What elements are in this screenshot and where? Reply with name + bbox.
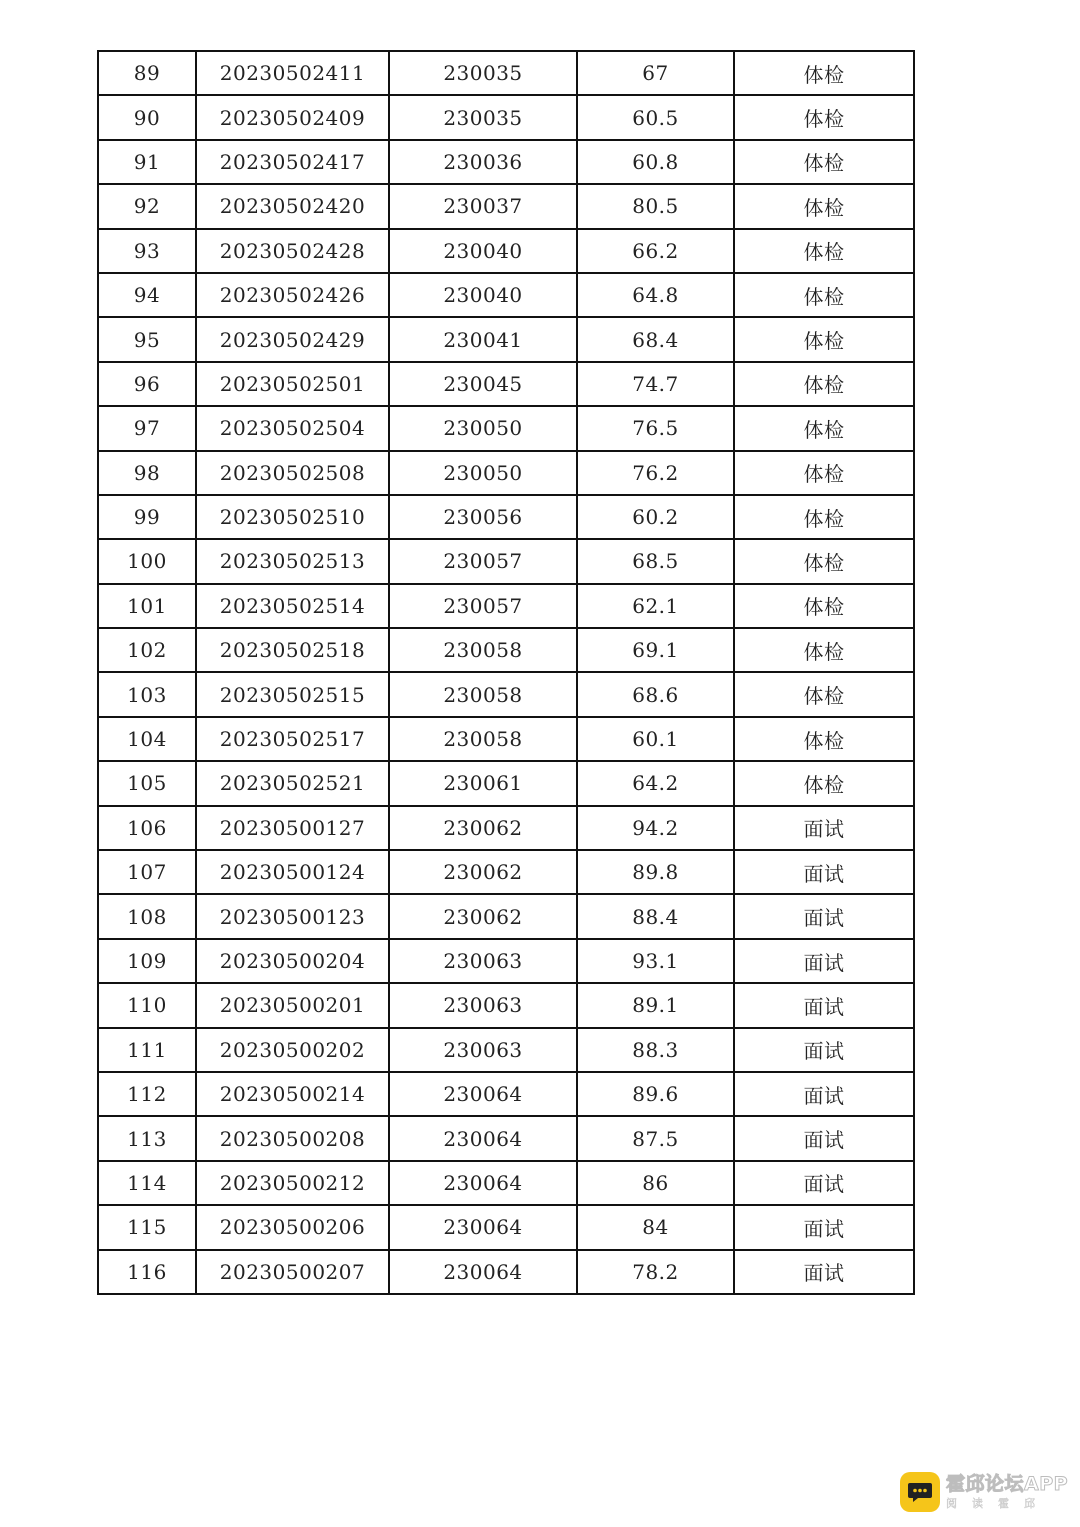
cell-position-code: 230064 — [389, 1161, 577, 1205]
cell-score: 67 — [577, 51, 734, 95]
cell-status: 面试 — [734, 1161, 914, 1205]
table-row — [98, 584, 914, 628]
cell-score: 66.2 — [577, 229, 734, 273]
cell-position-code: 230063 — [389, 1028, 577, 1072]
cell-position-code: 230061 — [389, 761, 577, 805]
cell-exam-id: 20230502518 — [196, 628, 389, 672]
table-row — [98, 140, 914, 184]
cell-exam-id: 20230500201 — [196, 983, 389, 1027]
cell-score: 78.2 — [577, 1250, 734, 1294]
cell-status: 体检 — [734, 584, 914, 628]
table-row — [98, 495, 914, 539]
table-row — [98, 1072, 914, 1116]
cell-position-code: 230064 — [389, 1205, 577, 1249]
chat-bubble-icon — [900, 1472, 940, 1512]
cell-status: 体检 — [734, 761, 914, 805]
cell-seq: 112 — [98, 1072, 196, 1116]
table-row — [98, 850, 914, 894]
table-row — [98, 983, 914, 1027]
cell-seq: 104 — [98, 717, 196, 761]
cell-position-code: 230063 — [389, 983, 577, 1027]
cell-exam-id: 20230502513 — [196, 539, 389, 583]
cell-status: 面试 — [734, 1028, 914, 1072]
cell-score: 94.2 — [577, 806, 734, 850]
cell-score: 60.2 — [577, 495, 734, 539]
cell-seq: 103 — [98, 672, 196, 716]
cell-seq: 98 — [98, 451, 196, 495]
cell-exam-id: 20230500208 — [196, 1116, 389, 1160]
cell-status: 体检 — [734, 229, 914, 273]
table-row — [98, 939, 914, 983]
cell-status: 面试 — [734, 1250, 914, 1294]
cell-position-code: 230056 — [389, 495, 577, 539]
cell-score: 93.1 — [577, 939, 734, 983]
cell-seq: 113 — [98, 1116, 196, 1160]
cell-exam-id: 20230500202 — [196, 1028, 389, 1072]
cell-seq: 92 — [98, 184, 196, 228]
cell-seq: 109 — [98, 939, 196, 983]
cell-exam-id: 20230502504 — [196, 406, 389, 450]
cell-score: 62.1 — [577, 584, 734, 628]
watermark-name: 霍邱论坛APP — [946, 1473, 1069, 1495]
cell-seq: 97 — [98, 406, 196, 450]
cell-score: 76.2 — [577, 451, 734, 495]
cell-seq: 105 — [98, 761, 196, 805]
cell-position-code: 230057 — [389, 539, 577, 583]
table-row — [98, 406, 914, 450]
cell-score: 60.5 — [577, 95, 734, 139]
cell-seq: 110 — [98, 983, 196, 1027]
cell-status: 体检 — [734, 273, 914, 317]
cell-position-code: 230050 — [389, 406, 577, 450]
table-row — [98, 362, 914, 406]
table-row — [98, 1250, 914, 1294]
cell-exam-id: 20230502426 — [196, 273, 389, 317]
table-row — [98, 806, 914, 850]
cell-seq: 111 — [98, 1028, 196, 1072]
table-row — [98, 1205, 914, 1249]
cell-status: 体检 — [734, 51, 914, 95]
cell-position-code: 230058 — [389, 717, 577, 761]
cell-position-code: 230064 — [389, 1072, 577, 1116]
cell-score: 88.4 — [577, 894, 734, 938]
cell-score: 68.4 — [577, 317, 734, 361]
cell-score: 86 — [577, 1161, 734, 1205]
cell-position-code: 230058 — [389, 628, 577, 672]
cell-exam-id: 20230502411 — [196, 51, 389, 95]
cell-seq: 115 — [98, 1205, 196, 1249]
cell-position-code: 230063 — [389, 939, 577, 983]
cell-score: 68.6 — [577, 672, 734, 716]
table-row — [98, 317, 914, 361]
table-row — [98, 451, 914, 495]
cell-score: 87.5 — [577, 1116, 734, 1160]
cell-position-code: 230064 — [389, 1116, 577, 1160]
cell-status: 面试 — [734, 1116, 914, 1160]
cell-score: 89.1 — [577, 983, 734, 1027]
table-row — [98, 1161, 914, 1205]
table-row — [98, 51, 914, 95]
results-table — [97, 50, 915, 1295]
cell-exam-id: 20230502510 — [196, 495, 389, 539]
cell-score: 84 — [577, 1205, 734, 1249]
table-row — [98, 184, 914, 228]
cell-position-code: 230041 — [389, 317, 577, 361]
watermark-subtitle: 阅读霍邱 — [946, 1497, 1050, 1510]
cell-position-code: 230064 — [389, 1250, 577, 1294]
cell-position-code: 230045 — [389, 362, 577, 406]
cell-score: 60.1 — [577, 717, 734, 761]
cell-exam-id: 20230500207 — [196, 1250, 389, 1294]
cell-status: 面试 — [734, 983, 914, 1027]
cell-exam-id: 20230502521 — [196, 761, 389, 805]
cell-position-code: 230062 — [389, 850, 577, 894]
watermark — [900, 1470, 1068, 1514]
table-row — [98, 761, 914, 805]
cell-seq: 89 — [98, 51, 196, 95]
cell-status: 面试 — [734, 939, 914, 983]
cell-exam-id: 20230502429 — [196, 317, 389, 361]
cell-status: 面试 — [734, 1205, 914, 1249]
table-body — [98, 51, 914, 1294]
cell-score: 80.5 — [577, 184, 734, 228]
cell-score: 69.1 — [577, 628, 734, 672]
cell-score: 74.7 — [577, 362, 734, 406]
cell-status: 体检 — [734, 451, 914, 495]
cell-score: 89.8 — [577, 850, 734, 894]
cell-seq: 90 — [98, 95, 196, 139]
cell-position-code: 230040 — [389, 273, 577, 317]
cell-exam-id: 20230502420 — [196, 184, 389, 228]
cell-seq: 96 — [98, 362, 196, 406]
cell-exam-id: 20230502409 — [196, 95, 389, 139]
cell-exam-id: 20230500124 — [196, 850, 389, 894]
cell-status: 体检 — [734, 672, 914, 716]
cell-status: 体检 — [734, 362, 914, 406]
cell-position-code: 230050 — [389, 451, 577, 495]
cell-exam-id: 20230500123 — [196, 894, 389, 938]
cell-status: 体检 — [734, 539, 914, 583]
cell-status: 面试 — [734, 894, 914, 938]
cell-seq: 114 — [98, 1161, 196, 1205]
cell-score: 64.2 — [577, 761, 734, 805]
cell-seq: 101 — [98, 584, 196, 628]
cell-position-code: 230062 — [389, 806, 577, 850]
table-row — [98, 717, 914, 761]
cell-seq: 107 — [98, 850, 196, 894]
cell-status: 体检 — [734, 317, 914, 361]
table-row — [98, 894, 914, 938]
cell-status: 体检 — [734, 717, 914, 761]
cell-seq: 95 — [98, 317, 196, 361]
cell-exam-id: 20230502517 — [196, 717, 389, 761]
table-row — [98, 95, 914, 139]
cell-position-code: 230036 — [389, 140, 577, 184]
cell-seq: 91 — [98, 140, 196, 184]
cell-seq: 102 — [98, 628, 196, 672]
cell-exam-id: 20230500204 — [196, 939, 389, 983]
cell-seq: 99 — [98, 495, 196, 539]
cell-status: 体检 — [734, 495, 914, 539]
cell-seq: 116 — [98, 1250, 196, 1294]
cell-score: 68.5 — [577, 539, 734, 583]
cell-status: 面试 — [734, 850, 914, 894]
cell-position-code: 230037 — [389, 184, 577, 228]
cell-exam-id: 20230500212 — [196, 1161, 389, 1205]
cell-score: 88.3 — [577, 1028, 734, 1072]
cell-position-code: 230058 — [389, 672, 577, 716]
table-row — [98, 672, 914, 716]
cell-exam-id: 20230500127 — [196, 806, 389, 850]
cell-score: 76.5 — [577, 406, 734, 450]
cell-status: 面试 — [734, 806, 914, 850]
cell-score: 89.6 — [577, 1072, 734, 1116]
table-row — [98, 1116, 914, 1160]
table-row — [98, 1028, 914, 1072]
cell-seq: 93 — [98, 229, 196, 273]
cell-exam-id: 20230502514 — [196, 584, 389, 628]
table-row — [98, 229, 914, 273]
cell-exam-id: 20230502501 — [196, 362, 389, 406]
cell-position-code: 230062 — [389, 894, 577, 938]
cell-seq: 94 — [98, 273, 196, 317]
cell-seq: 100 — [98, 539, 196, 583]
cell-position-code: 230057 — [389, 584, 577, 628]
cell-status: 体检 — [734, 628, 914, 672]
cell-position-code: 230035 — [389, 51, 577, 95]
cell-status: 体检 — [734, 140, 914, 184]
cell-status: 体检 — [734, 95, 914, 139]
cell-exam-id: 20230500214 — [196, 1072, 389, 1116]
table-row — [98, 628, 914, 672]
cell-status: 面试 — [734, 1072, 914, 1116]
cell-score: 60.8 — [577, 140, 734, 184]
cell-score: 64.8 — [577, 273, 734, 317]
table-row — [98, 539, 914, 583]
cell-position-code: 230040 — [389, 229, 577, 273]
cell-exam-id: 20230502515 — [196, 672, 389, 716]
cell-status: 体检 — [734, 406, 914, 450]
cell-position-code: 230035 — [389, 95, 577, 139]
cell-exam-id: 20230500206 — [196, 1205, 389, 1249]
cell-exam-id: 20230502428 — [196, 229, 389, 273]
cell-seq: 108 — [98, 894, 196, 938]
cell-exam-id: 20230502417 — [196, 140, 389, 184]
table-row — [98, 273, 914, 317]
cell-exam-id: 20230502508 — [196, 451, 389, 495]
cell-seq: 106 — [98, 806, 196, 850]
cell-status: 体检 — [734, 184, 914, 228]
